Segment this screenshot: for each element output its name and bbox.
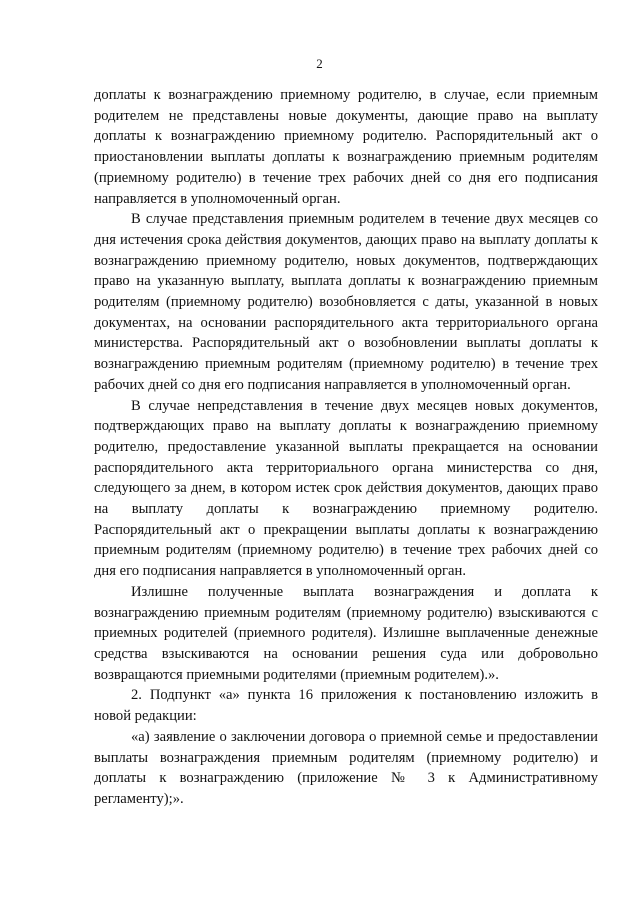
paragraph-overpayment-recovery: Излишне полученные выплата вознаграждения и доплата к вознаграждению приемным родителям (приемному родителю) взыскиваются с приемных родителей (приемного родителя). Излишне выплаченные денежные средства взыскиваются на основании решения суда или добровольно возвращаются приемными родителями (приемным родителем).». (94, 583, 598, 683)
paragraph-resumption: В случае представления приемным родителем в течение двух месяцев со дня истечения срока действия документов, дающих право на выплату доплаты к вознаграждению приемному родителю, новых документов, подтверждающих право на указанную выплату, выплата доплаты к вознаграждению приемным родителям (приемному родителю) возобновляется с даты, указанной в новых документах, на основании распорядительного акта территориального органа министерства. Распорядительный акт о возобновлении выплаты доплаты к вознаграждению приемным родителям (приемному родителю) в течение трех рабочих дней со дня его подписания направляется в уполномоченный орган. (94, 211, 598, 393)
paragraph-termination: В случае непредставления в течение двух месяцев новых документов, подтверждающих право на выплату доплаты к вознаграждению приемному родителю, предоставление указанной выплаты прекращается на основании распорядительного акта территориального органа министерства со дня, следующего за днем, в котором истек срок действия документов, дающих право на выплату доплаты к вознаграждению приемному родителю. Распорядительный акт о прекращении выплаты доплаты к вознаграждению приемным родителям (приемному родителю) в течение трех рабочих дней со дня его подписания направляется в уполномоченный орган. (94, 397, 598, 580)
document-body (94, 85, 598, 810)
paragraph-amendment-point-2: 2. Подпункт «а» пункта 16 приложения к постановлению изложить в новой редакции: (94, 687, 598, 725)
page-number: 2 (316, 56, 323, 71)
paragraph-suspension-notice: доплаты к вознаграждению приемному родителю, в случае, если приемным родителем не представлены новые документы, дающие право на выплату доплаты к вознаграждению приемному родителю. Распорядительный акт о приостановлении выплаты доплаты к вознаграждению приемным родителям (приемному родителю) в течение трех рабочих дней со дня его подписания направляется в уполномоченный орган. (94, 87, 598, 207)
paragraph-new-wording: «а) заявление о заключении договора о приемной семье и предоставлении выплаты вознаграждения приемным родителям (приемному родителю) и доплаты к вознаграждению (приложение № 3 к Административному регламенту);». (94, 728, 598, 807)
